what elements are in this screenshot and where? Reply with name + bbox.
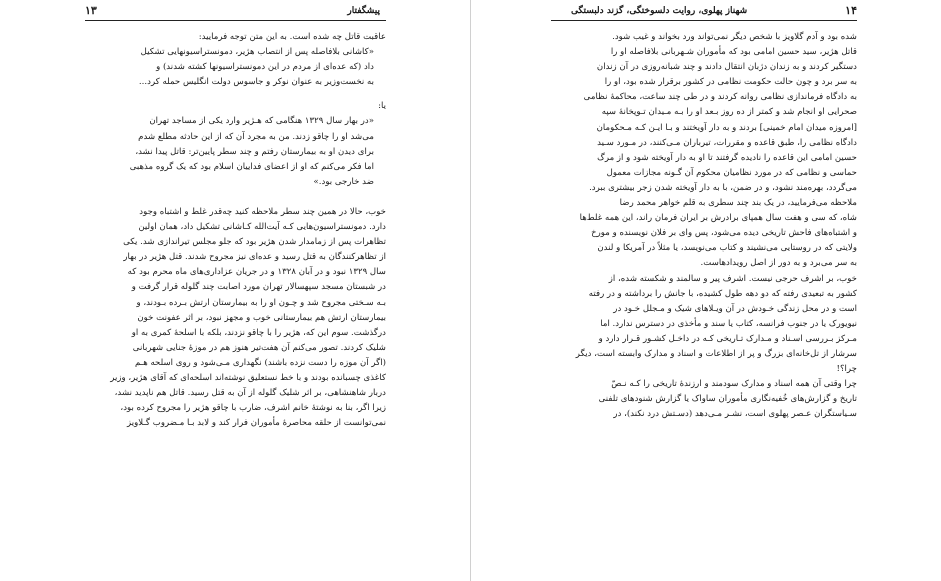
text-line: دستگیر کردند و به زندان دژبان انتقال دادند و چند شبانه‌روزی در آن زندان — [596, 62, 857, 73]
quoted-text-line: «در بهار سال ۱۳۲۹ هنگامی که هـژیر وارد یکی از مساجد تهران — [149, 116, 374, 127]
text-line: صحرایی او انجام شد و کمتر از ده روز بـعد او را بـه مـیدان تـوپخانهٔ سپه — [601, 107, 857, 118]
page-number: ۱۳ — [85, 4, 97, 17]
text-line: سـیاستگران عـصر پهلوی است، نشـر مـی‌دهد (دسـتش درد نکند)، در — [613, 409, 857, 420]
text-line: بـه سـختی مجروح شد و چـون او را به بیمارستان ارتش بـرده بـودند، و — [136, 297, 386, 308]
text-line: عاقبت قاتل چه شده است. به این متن توجه فرمایید: — [198, 32, 386, 42]
text-line: سرشار از تل‌خانه‌ای بزرگ و پر از اطلاعات و اسناد و مدارک وابسته است، دیگر — [575, 348, 857, 359]
quoted-text-line: اما فکر می‌کنم که او از اعضای فداییان اسلام بود که یک گروه مذهبی — [129, 161, 374, 172]
text-line: می‌گردد، بهره‌مند نشود، و در ضمن، با به دار آویخته شدن زجر بیشتری ببرد. — [589, 182, 857, 193]
quoted-text-line: ضد خارجی بود.» — [313, 176, 374, 187]
text-line: به سر می‌برد و به دور از اصل رویدادهاست. — [700, 258, 857, 269]
text-line: دارد. دمونستراسیون‌هایی کـه آیت‌الله کـاشانی تشکیل داد، همان اولین — [138, 222, 386, 233]
text-line: است و در محل زندگی خـودش در آن ویـلاهای شیک و مـجلل خـود در — [613, 303, 857, 314]
text-line: نیویورک یا در جنوب فرانسه، کتاب یا سند و مأخذی در دسترس ندارد. اما — [600, 318, 857, 329]
left-page-header — [85, 4, 386, 21]
text-line: به سر برد و چون حالت حکومت نظامی در کشور برقرار شده بود، او را — [604, 77, 857, 88]
text-line: شاه، که سی و هفت سال همپای برادرش بر ایران فرمان راند، این همه غلط‌ها — [579, 213, 857, 224]
right-page-body — [551, 30, 857, 422]
right-page — [471, 0, 941, 581]
quoted-text-line: «کاشانی بلافاصله پس از انتصاب هژیر، دمونستراسیونهایی تشکیل — [140, 47, 374, 58]
text-line: خوب، بر اشرف حرجی نیست. اشرف پیر و سالمند و شکسته شده، از — [608, 273, 857, 284]
text-line: [امروزه میدان امام خمینی] بردند و به دار آویختند و بـا ایـن کـه مـحکومان — [596, 122, 857, 133]
text-line: کاغذی چسبانده بودند و با خط نستعلیق نوشته‌اند اسلحه‌ای که آقای هژیر، وزیر — [110, 372, 386, 383]
quoted-text-line: به نخست‌وزیر به عنوان نوکر و جاسوس دولت انگلیس حمله کرد... — [138, 77, 374, 88]
text-line: ملاحظه می‌فرمایید، در یک بند چند سطری به قلم خواهر محمد رضا — [619, 198, 857, 209]
text-line: حماسی و نظامی که در مورد نظامیان محکوم آن گـونه مجازات معمول — [606, 167, 857, 178]
text-line: تاریخ و گزارش‌های خُفیه‌نگاری مأموران ساواک یا گزارش شنودهای تلفنی — [598, 394, 857, 405]
text-line: چرا وقتی آن همه اسناد و مدارک سودمند و ارزندهٔ تاریخی را کـه نـصّ — [611, 379, 857, 390]
text-line: چرا؟! — [836, 364, 857, 375]
paragraph-gap — [85, 90, 386, 99]
text-line: مـرکز بـررسی اسـناد و مـدارک تـاریخی کـه در داخـل کشـور قـرار دارد و — [598, 333, 857, 344]
paragraph-gap — [85, 190, 386, 205]
running-head: شهناز پهلوی، روایت دلسوختگی، گزند دلبستگی — [571, 6, 748, 16]
text-line: قاتل هژیر، سید حسین امامی بود که مأموران شـهربانی بلافاصله او را — [610, 47, 857, 58]
text-line: در شبستان مسجد سپهسالار تهران مورد اصابت چند گلوله قرار گرفت و — [131, 282, 386, 293]
left-page — [0, 0, 470, 581]
text-line: شلیک کردند. تصور می‌کنم آن هفت‌تیر هنوز هم در موزهٔ جنایی شهربانی — [132, 342, 386, 353]
text-line: زیرا اگر، بنا به نوشتهٔ خانم اشرف، ضارب با چاقو هژیر را مجروح کرده بود، — [120, 403, 386, 414]
text-line: و اشتباه‌های فاحش تاریخی دیده می‌شود، پس وای بر فلان نویسنده و مورخ — [591, 228, 857, 239]
text-line: یا: — [378, 101, 386, 112]
text-line: نمی‌توانست از حلقه محاصرهٔ مأموران فرار کند و لابد بـا مـضروب گـلاویز — [127, 418, 386, 429]
text-line: درگذشت. سوم این که، هژیر را با چاقو نزدند، بلکه با اسلحهٔ کمری به او — [131, 327, 386, 338]
text-line: به دادگاه فرماندازی نظامی روانه کردند و در طی چند ساعت، محاکمهٔ نظامی — [583, 92, 857, 103]
text-line: تظاهرات پس از زمامدار شدن هژیر بود که جلو مجلس تیراندازی شد. یکی — [123, 237, 386, 248]
text-line: (اگر آن موزه را دست نزده باشند) نگهداری مـی‌شود و روی اسلحه هـم — [134, 357, 386, 368]
text-line: خوب، حالا در همین چند سطر ملاحظه کنید چه‌قدر غلط و اشتباه وجود — [139, 206, 386, 217]
running-head: پیشگفتار — [347, 6, 380, 16]
text-line: ولایتی که در روستایی می‌نشیند و کتاب می‌نویسد، یا مثلاً در آمریکا و لندن — [597, 243, 857, 254]
quoted-text-line: می‌شد او را چاقو زدند. من به مجرد آن که از این حادثه مطلع شدم — [138, 131, 374, 142]
text-line: دربار شاهنشاهی، بر اثر شلیک گلوله از آن به قتل رسید. قاتل هم ناپدید نشد، — [114, 388, 386, 399]
text-line: از تظاهرکنندگان به قتل رسید و عده‌ای نیز مجروح شدند. قتل هژیر در بهار — [123, 252, 386, 263]
text-line: کشور به تبعیدی رفته که دو دهه طول کشیده، با جانش را برداشته و در رفته — [588, 288, 857, 299]
text-line: حسین امامی این قاعده را نادیده گرفتند تا او به دار آویخته شود و از مرگ — [597, 152, 857, 163]
left-page-body — [85, 30, 386, 431]
quoted-text-line: داد (که عده‌ای از مردم در این دمونستراسیونها کشته شدند) و — [156, 62, 374, 73]
page-number: ۱۴ — [845, 4, 857, 17]
quoted-text-line: برای دیدن او به بیمارستان رفتم و چند سطر پایین‌تر: قاتل پیدا نشد، — [135, 146, 374, 157]
right-page-header — [551, 4, 857, 21]
text-line: بیمارستان ارتش هم بیمارستانی خوب و مجهز نبود، بر اثر عفونت خون — [137, 312, 386, 323]
text-line: سال ۱۳۲۹ نبود و در آبان ۱۳۲۸ و در جریان عزاداری‌های ماه محرم بود که — [127, 267, 386, 278]
text-line: شده بود و آدم گلاویز با شخص دیگر نمی‌تواند ورد بخواند و غیب شود. — [612, 32, 857, 42]
text-line: دادگاه نظامی را، طبق قاعده و مقررات، تیرباران مـی‌کنند، در مـورد سـید — [597, 137, 857, 148]
